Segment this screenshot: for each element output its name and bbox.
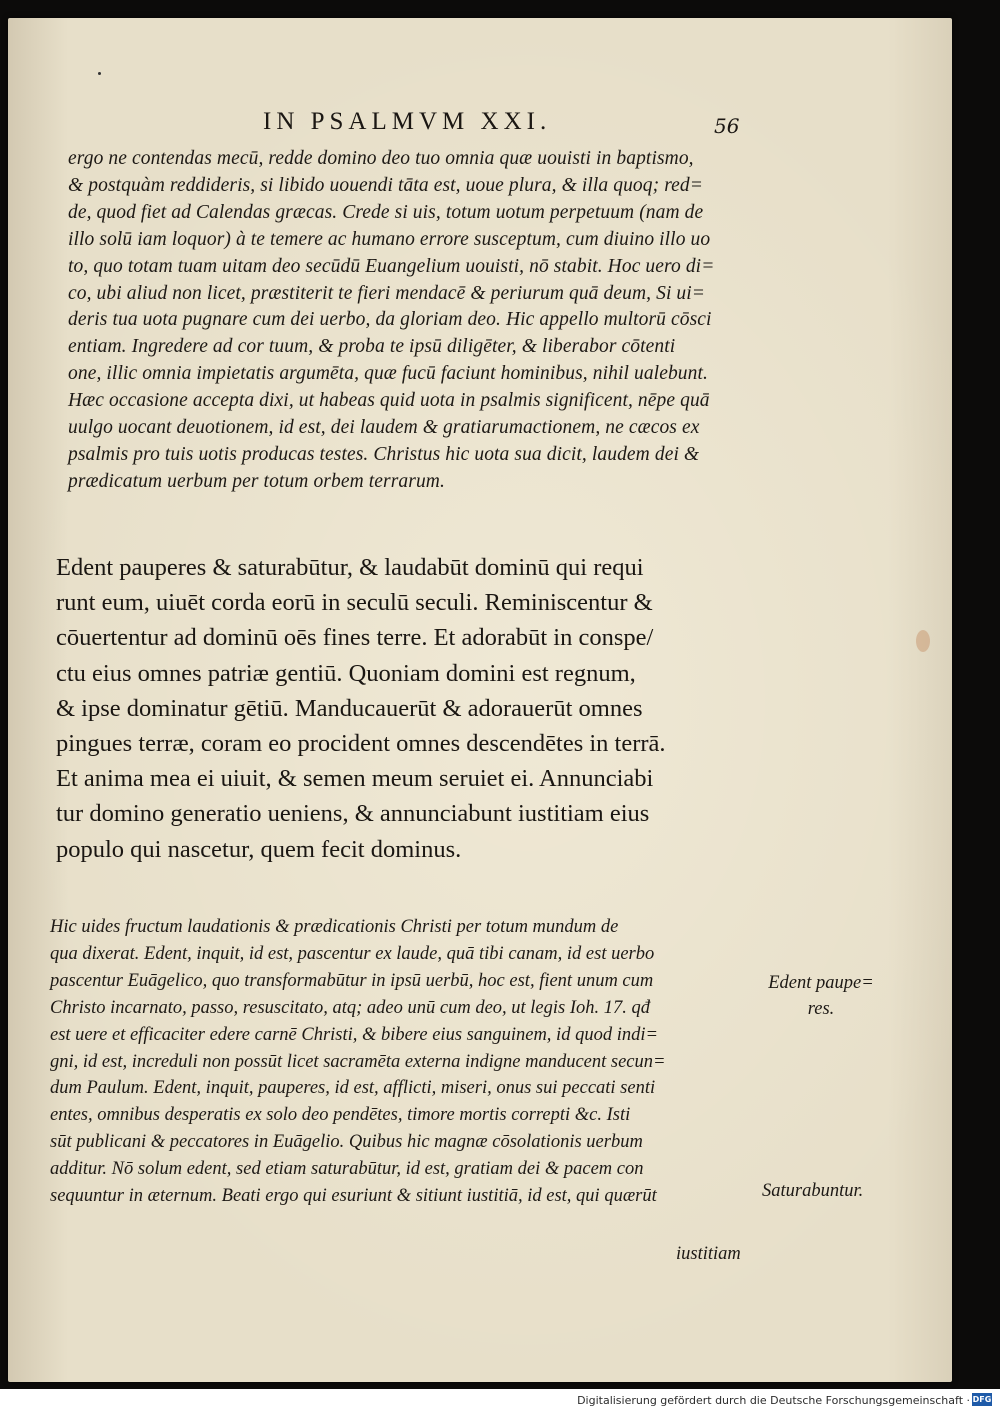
text-line: gni, id est, increduli non possūt licet sacramēta externa indigne manducent secun=	[50, 1051, 666, 1072]
commentary-block-upper	[68, 146, 714, 496]
text-line: uulgo uocant deuotionem, id est, dei laudem & gratiarumactionem, ne cæcos ex	[68, 417, 700, 439]
running-head: IN PSALMVM XXI.	[263, 108, 552, 135]
marginal-line: Edent paupe=	[768, 973, 874, 993]
text-line: dum Paulum. Edent, inquit, pauperes, id est, afflicti, miseri, onus sui peccati senti	[50, 1078, 656, 1099]
dfg-logo: DFG	[972, 1395, 992, 1404]
text-line: ergo ne contendas mecū, redde domino deo tuo omnia quæ uouisti in baptismo,	[68, 148, 694, 169]
text-line: entes, omnibus desperatis ex solo deo pendētes, timore mortis correpti &c. Isti	[50, 1105, 631, 1126]
text-line: Christo incarnato, passo, resuscitato, atq; adeo unū cum deo, ut legis Ioh. 17. qđ	[50, 997, 651, 1018]
folio-number: 56	[714, 114, 740, 138]
verse-line: tur domino generatio ueniens, & annunciabunt iustitiam eius	[56, 800, 650, 828]
verse-line: pingues terræ, coram eo procident omnes descendētes in terrā.	[56, 730, 666, 758]
text-line: Hic uides fructum laudationis & prædicationis Christi per totum mundum de	[50, 917, 619, 937]
marginal-note-saturabuntur: Saturabuntur.	[762, 1181, 864, 1201]
text-line: qua dixerat. Edent, inquit, id est, pascentur ex laude, quā tibi canam, id est uerbo	[50, 943, 655, 964]
book-page	[8, 18, 952, 1382]
text-line: & postquàm reddideris, si libido uouendi tāta est, uoue plura, & illa quoq; red=	[68, 174, 704, 196]
digitization-credit: Digitalisierung gefördert durch die Deutsche Forschungsgemeinschaft ·	[577, 1394, 970, 1407]
commentary-block-lower	[50, 914, 666, 1210]
text-line: illo solū iam loquor) à te temere ac humano errore susceptum, cum diuino illo uo	[68, 228, 711, 250]
text-line: Hæc occasione accepta dixi, ut habeas quid uota in psalmis significent, nēpe quā	[68, 390, 710, 412]
text-line: co, ubi aliud non licet, præstiterit te fieri mendacē & periurum quā deum, Si ui=	[68, 282, 706, 304]
text-line: psalmis pro tuis uotis producas testes. Christus hic uota sua dicit, laudem dei &	[68, 443, 700, 465]
text-line: de, quod fiet ad Calendas græcas. Crede si uis, totum uotum perpetuum (nam de	[68, 201, 704, 223]
verse-line: & ipse dominatur gētiū. Manducauerūt & adorauerūt omnes	[56, 694, 643, 722]
text-line: pascentur Euāgelico, quo transformabūtur in ipsū uerbū, hoc est, fient unum cum	[50, 970, 654, 991]
text-line: additur. Nō solum edent, sed etiam saturabūtur, id est, gratiam dei & pacem con	[50, 1159, 644, 1180]
marginal-note-edent	[756, 970, 886, 1022]
text-line: entiam. Ingredere ad cor tuum, & proba te ipsū diligēter, & liberabor cōtenti	[68, 336, 676, 358]
marginal-line: res.	[807, 999, 835, 1019]
text-line: sūt publicani & peccatores in Euāgelio. Quibus hic magnæ cōsolationis uerbum	[50, 1132, 643, 1153]
verse-line: Edent pauperes & saturabūtur, & laudabūt dominū qui requi	[56, 554, 644, 581]
text-line: est uere et efficaciter edere carnē Christi, & bibere eius sanguinem, id quod indi=	[50, 1024, 658, 1045]
text-line: prædicatum uerbum per totum orbem terrarum.	[68, 470, 445, 492]
verse-line: populo qui nascetur, quem fecit dominus.	[56, 835, 462, 863]
text-line: deris tua uota pugnare cum dei uerbo, da gloriam deo. Hic appello multorū cōsci	[68, 309, 712, 331]
verse-line: ctu eius omnes patriæ gentiū. Quoniam domini est regnum,	[56, 659, 636, 687]
ink-speck	[98, 72, 101, 75]
paper-stain	[916, 630, 930, 652]
verse-line: Et anima mea ei uiuit, & semen meum seruiet ei. Annunciabi	[56, 765, 654, 793]
text-line: sequuntur in æternum. Beati ergo qui esuriunt & sitiunt iustitiā, id est, qui quærūt	[50, 1186, 657, 1207]
verse-line: runt eum, uiuēt corda eorū in seculū seculi. Reminiscentur &	[56, 589, 653, 617]
verse-line: cōuertentur ad dominū oēs fines terre. Et adorabūt in conspe/	[56, 624, 654, 652]
catchword: iustitiam	[676, 1244, 741, 1264]
text-line: one, illic omnia impietatis argumēta, quæ fucū faciunt hominibus, nihil ualebunt.	[68, 363, 709, 385]
text-line: to, quo totam tuam uitam deo secūdū Euangelium uouisti, nō stabit. Hoc uero di=	[68, 255, 715, 277]
psalm-verse-block	[56, 550, 666, 867]
